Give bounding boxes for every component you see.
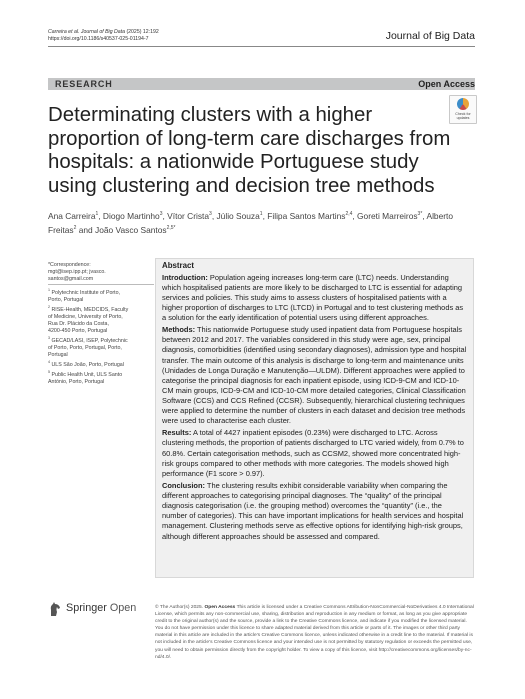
springer-open-logo (48, 600, 148, 620)
affiliation-line: Portugal (48, 352, 68, 359)
abstract-section (162, 325, 468, 426)
affiliation-number: 4 (48, 360, 50, 365)
affiliation-number: 1 (48, 288, 50, 293)
affiliation-line: 4200-450 Porto, Portugal (48, 328, 108, 335)
affiliation-line: of Porto, Porto, Portugal, Porto, (48, 345, 122, 352)
abstract-section-text: A total of 4427 inpatient episodes (0.23%) were discharged to LTC. Across clustering methods, the proportion of patients discharged to LTC varied widely, from 0.7% to 60.8%. Certain categorisation methods, such as CCSM2, showed more concentrated high-risk groups compared to other methods with more categories. The models showed high performance (F1 score > 0.97). (162, 428, 464, 478)
abstract-box (155, 258, 474, 578)
abstract-section-label: Conclusion: (162, 481, 205, 491)
abstract-section (162, 428, 468, 478)
abstract-section-label: Introduction: (162, 272, 208, 282)
affiliation-line: Polytechnic Institute of Porto, (50, 290, 121, 297)
journal-name: Journal of Big Data (385, 30, 475, 42)
abstract-section-text: Population ageing increases long-term care (LTC) needs. Understanding which hospitalised patients are more likely to be discharged to LTC is essential for adapting services and policies. This study aims to assess clusters of hospitalised patients with a higher proportion of discharges to LTC (LTCD) in Portugal and to test clustering methods as a solution for the early identification of potential users using different approaches. (162, 272, 464, 322)
author-affiliation-mark: 1 (95, 211, 99, 217)
affiliation-line: Porto, Portugal (48, 297, 84, 304)
affiliation-line: António, Porto, Portugal (48, 379, 105, 386)
abstract-heading: Abstract (162, 261, 195, 270)
affiliation-item (48, 335, 154, 359)
author-name: João Vasco Santos (95, 225, 167, 236)
affiliation-item (48, 287, 154, 304)
affiliation-divider (48, 284, 154, 285)
affiliation-line: ULS São João, Porto, Portugal (50, 362, 124, 369)
article-title: Determinating clusters with a higher proportion of long-term care discharges from hospitals: a nationwide Portuguese study using clustering and decision tree methods (48, 104, 451, 197)
license-text: This article is licensed under a Creative Commons Attribution-NonCommercial-NoDerivatives 4.0 International License, which permits any non-commercial use, sharing, distribution and reproduction in any medium or format, as long as you give appropriate credit to the original author(s) and the source, provide a link to the Creative Commons licence, and indicate if you modified the licensed material. You do not have permission under this licence to share adapted material derived from this article or parts of it. The images or other third party material in this article are included in the article’s Creative Commons licence, unless indicated otherwise in a credit line to the material. If material is not included in the article’s Creative Commons licence and your intended use is not permitted by statutory regulation or exceeds the permitted use, you will need to obtain permission directly from the copyright holder. To view a copy of this licence, visit http://creativecommons.org/licenses/by-nc-nd/4.0/. (155, 605, 474, 660)
author-name: Diogo Martinho (102, 210, 160, 221)
publisher-suffix: Open (109, 602, 137, 614)
abstract-section (162, 273, 468, 323)
license-open-access: Open Access (204, 605, 236, 610)
author-affiliation-mark: 2,4 (345, 211, 353, 217)
author-name: Filipa Santos Martins (267, 210, 346, 221)
abstract-section-label: Methods: (162, 325, 196, 335)
author-affiliation-mark: 3 (159, 211, 163, 217)
author-name: Alberto Freitas (48, 210, 454, 236)
citation-journal: Carreira et al. Journal of Big Data (48, 29, 125, 35)
abstract-sections (162, 273, 468, 542)
correspondence-email-1[interactable]: mgt@isep.ipp.pt; jvasco. (48, 269, 106, 276)
affiliation-line: RISE-Health, MEDCIDS, Faculty (50, 307, 129, 313)
affiliation-line: GECAD/LASI, ISEP, Polytechnic (50, 338, 128, 345)
affiliation-list (48, 287, 154, 386)
author-affiliation-mark: 1 (259, 211, 263, 217)
correspondence-label: *Correspondence: (48, 262, 91, 268)
author-affiliation-mark: 3 (209, 211, 212, 217)
affiliation-item (48, 369, 154, 386)
open-access-label: Open Access (418, 79, 475, 89)
author-name: Vítor Crista (167, 210, 210, 221)
author-name: Goreti Marreiros (357, 210, 418, 221)
crossmark-line2: updates (456, 116, 470, 121)
affiliation-line: Rua Dr. Plácido da Costa, (48, 321, 109, 328)
author-list: Ana Carreira$^1$, Diogo Martinho$^3$, Vítor Crista$^3$, Júlio Souza$^1$, Filipa Santos Martins$^{2,4}$, Goreti Marreiros$^{3*}$, Alberto Freitas$^2$ and João Vasco Santos$^{2,5*}$ (48, 210, 454, 236)
doi-link[interactable]: https://doi.org/10.1186/s40537-025-01194-7 (48, 36, 149, 42)
section-label: RESEARCH (55, 79, 113, 89)
author-name: Júlio Souza (216, 210, 260, 221)
citation-line (48, 29, 159, 43)
author-affiliation-mark: 2 (73, 225, 77, 232)
header-divider (48, 46, 475, 47)
abstract-section-text: The clustering results exhibit considerable variability when comparing the different approaches to categorising principal diagnoses. The “quality” of the principal diagnosis categorisation (i.e. the grouping method) overcomes the “quantity” (i.e., the number of categories). This can have important implications for health services and hospital management. Clustering methods serve as effective options for identifying high-risk groups, although different approaches should be assessed and compared. (162, 481, 464, 541)
license-lead: © The Author(s) 2025. (155, 605, 204, 610)
abstract-section-label: Results: (162, 428, 192, 438)
affiliation-number: 2 (48, 305, 50, 310)
correspondence-email-2[interactable]: santos@gmail.com (48, 276, 94, 283)
springer-horse-icon (48, 601, 62, 617)
author-name: Ana Carreira (48, 210, 96, 221)
author-affiliation-mark: 2,5* (166, 225, 176, 232)
crossmark-line1: Check for (455, 112, 471, 116)
affiliation-number: 5 (48, 370, 50, 375)
affiliation-item (48, 304, 154, 335)
affiliations-sidebar (48, 262, 154, 386)
license-notice (155, 604, 475, 661)
abstract-section (162, 481, 468, 542)
abstract-section-text: This nationwide Portuguese study used inpatient data from Portuguese hospitals between 2012 and 2017. The variables considered in this study were age, sex, principal diagnosis, comorbidities (identified using secondary diagnoses), admission type and hospital transfer. The main outcome of this analysis is discharge to long-term and maintenance units (Unidades de Longa Duração e Manutenção—ULDM). Different approaches were applied to categorise the principal diagnosis for each inpatient episode, using ICD-9-CM and ICD-10-CM main groups, ICD-9-CM and ICD-10-CM more detailed categories, Clinical Classification Software (CCS) and CCS Refined (CCSR). Subsequently, hierarchical clustering techniques were applied to determine the number of clusters in each dataset and decision tree methods were used to characterise each cluster. (162, 325, 467, 426)
affiliation-line: of Medicine, University of Porto, (48, 314, 123, 321)
affiliation-number: 3 (48, 336, 50, 341)
affiliation-line: Public Health Unit, ULS Santo (50, 372, 123, 379)
publisher-name: Springer (66, 602, 107, 614)
citation-year: (2025) 12:192 (126, 29, 159, 35)
affiliation-item (48, 359, 154, 369)
author-affiliation-mark: 3* (417, 211, 423, 217)
